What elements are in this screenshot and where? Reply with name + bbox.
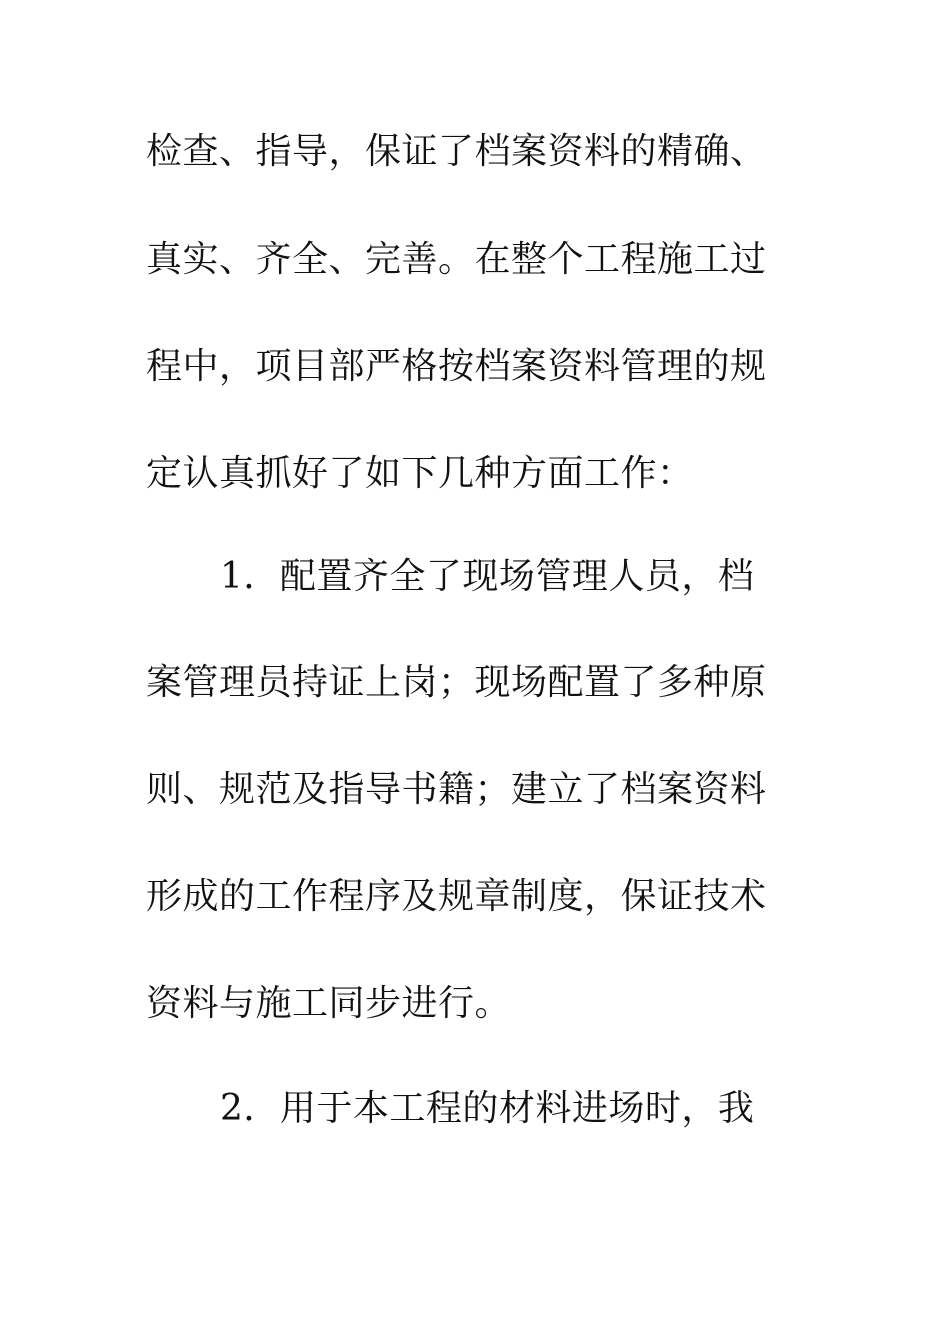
- text-line: 形成的工作程序及规章制度，保证技术: [146, 876, 767, 917]
- list-item-2-first-line: 2．用于本工程的材料进场时，我: [220, 1088, 755, 1129]
- text-line: 程中，项目部严格按档案资料管理的规: [146, 346, 767, 387]
- text-line: 定认真抓好了如下几种方面工作：: [146, 453, 694, 494]
- text-line: 真实、齐全、完善。在整个工程施工过: [146, 239, 767, 280]
- text-line: 资料与施工同步进行。: [146, 983, 512, 1024]
- text-line: 检查、指导，保证了档案资料的精确、: [146, 131, 767, 172]
- text-line: 则、规范及指导书籍；建立了档案资料: [146, 769, 767, 810]
- list-item-1-first-line: 1．配置齐全了现场管理人员，档: [220, 556, 755, 597]
- text-line: 案管理员持证上岗；现场配置了多种原: [146, 662, 767, 703]
